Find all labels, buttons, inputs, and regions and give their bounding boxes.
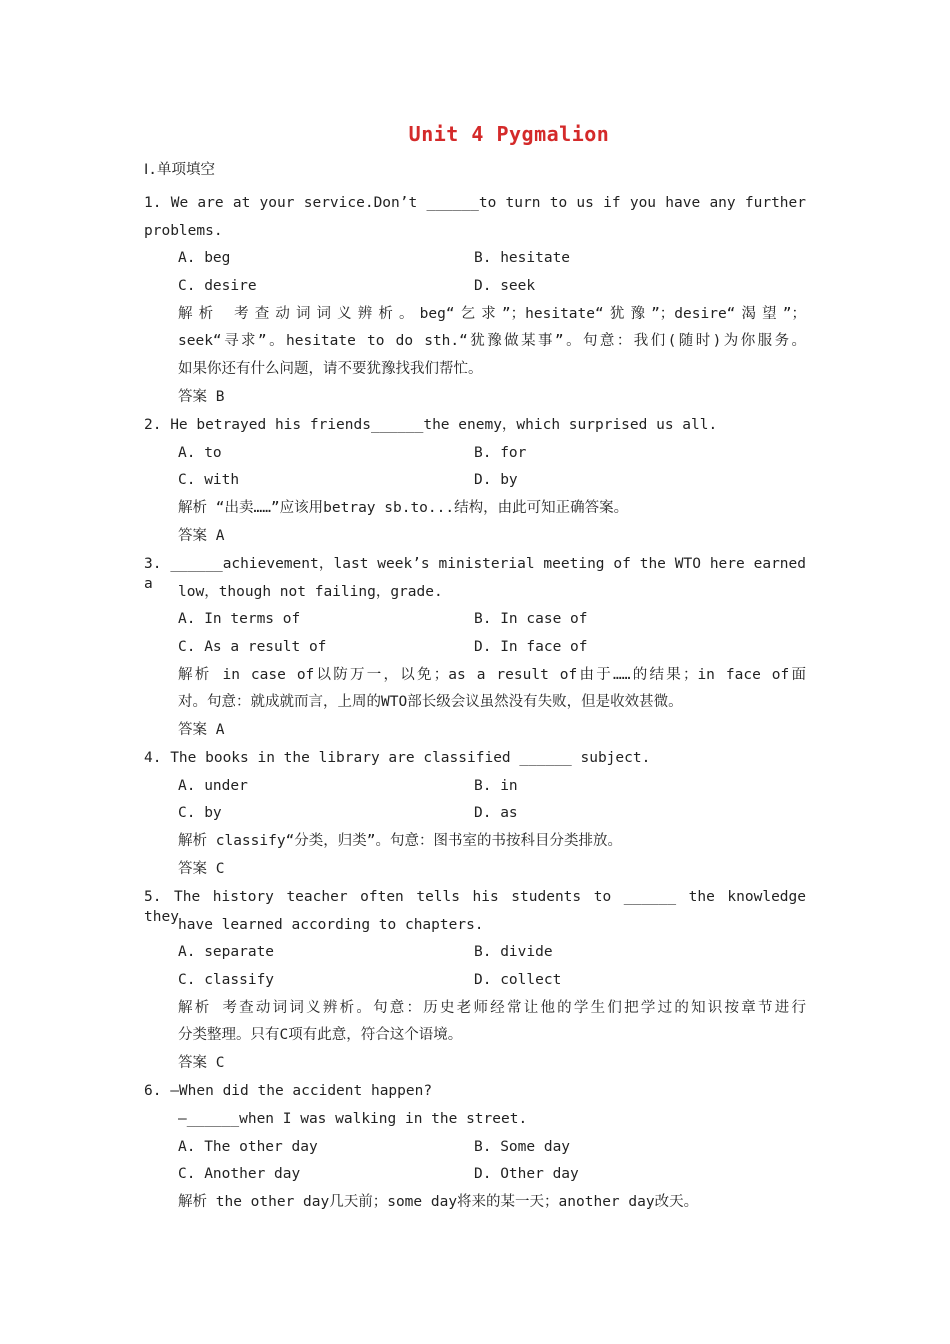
q5-explanation-line2: 分类整理。只有C项有此意，符合这个语境。 xyxy=(178,1027,463,1043)
q1-stem-line1: 1. We are at your service.Don’t ______to turn to us if you have any further xyxy=(144,195,806,211)
q6-option-c: C. Another day xyxy=(178,1166,301,1182)
q6-explanation-line1: 解析 the other day几天前；some day将来的某一天；another day改天。 xyxy=(178,1194,699,1210)
q3-option-c: C. As a result of xyxy=(178,639,327,655)
page-title: Unit 4 Pygmalion xyxy=(408,122,610,146)
q3-option-b: B. In case of xyxy=(474,611,588,627)
q1-option-a: A. beg xyxy=(178,250,231,266)
q5-answer: 答案 C xyxy=(178,1055,225,1071)
q3-explanation-line1: 解析 in case of以防万一，以免；as a result of由于……的结果；in face of面 xyxy=(178,667,806,683)
section-heading: Ⅰ.单项填空 xyxy=(144,162,216,178)
q1-explanation-line3: 如果你还有什么问题，请不要犹豫找我们帮忙。 xyxy=(178,361,483,377)
q1-stem-line2: problems. xyxy=(144,223,223,239)
q4-stem-line1: 4. The books in the library are classified ______ subject. xyxy=(144,750,651,766)
q4-option-b: B. in xyxy=(474,778,518,794)
q1-answer: 答案 B xyxy=(178,389,225,405)
q5-stem-line1: 5. The history teacher often tells his students to ______ the knowledge they xyxy=(144,889,806,925)
q1-option-b: B. hesitate xyxy=(474,250,571,266)
q1-option-c: C. desire xyxy=(178,278,257,294)
q4-option-c: C. by xyxy=(178,805,222,821)
q5-option-d: D. collect xyxy=(474,972,562,988)
q4-answer: 答案 C xyxy=(178,861,225,877)
q1-explanation-line1: 解析 考查动词词义辨析。beg“乞求”；hesitate“犹豫”；desire“渴望”； xyxy=(178,306,806,322)
q2-option-a: A. to xyxy=(178,445,222,461)
q3-option-a: A. In terms of xyxy=(178,611,301,627)
q5-option-c: C. classify xyxy=(178,972,275,988)
q4-explanation-line1: 解析 classify“分类，归类”。句意：图书室的书按科目分类排放。 xyxy=(178,833,623,849)
q3-explanation-line2: 对。句意：就成就而言，上周的WTO部长级会议虽然没有失败，但是收效甚微。 xyxy=(178,694,683,710)
q6-option-a: A. The other day xyxy=(178,1139,318,1155)
q1-explanation-line2: seek“寻求”。hesitate to do sth.“犹豫做某事”。句意：我们(随时)为你服务。 xyxy=(178,333,806,349)
q1-option-d: D. seek xyxy=(474,278,536,294)
q2-option-b: B. for xyxy=(474,445,527,461)
q3-stem-line1: 3. ______achievement，last week’s ministerial meeting of the WTO here earned a xyxy=(144,556,806,592)
q5-explanation-line1: 解析 考查动词词义辨析。句意：历史老师经常让他的学生们把学过的知识按章节进行 xyxy=(178,1000,806,1016)
q3-answer: 答案 A xyxy=(178,722,225,738)
q6-option-d: D. Other day xyxy=(474,1166,579,1182)
q2-option-d: D. by xyxy=(474,472,518,488)
q5-stem-line2: have learned according to chapters. xyxy=(178,917,484,933)
q2-answer: 答案 A xyxy=(178,528,225,544)
q2-option-c: C. with xyxy=(178,472,240,488)
q5-option-a: A. separate xyxy=(178,944,275,960)
q2-stem-line1: 2. He betrayed his friends______the enemy，which surprised us all. xyxy=(144,417,718,433)
q6-stem-line2: —______when I was walking in the street. xyxy=(178,1111,528,1127)
q5-option-b: B. divide xyxy=(474,944,553,960)
q4-option-a: A. under xyxy=(178,778,248,794)
q4-option-d: D. as xyxy=(474,805,518,821)
q3-option-d: D. In face of xyxy=(474,639,588,655)
q6-stem-line1: 6. —When did the accident happen? xyxy=(144,1083,433,1099)
q2-explanation-line1: 解析 “出卖……”应该用betray sb.to...结构，由此可知正确答案。 xyxy=(178,500,629,516)
q6-option-b: B. Some day xyxy=(474,1139,571,1155)
q3-stem-line2: low，though not failing，grade. xyxy=(178,584,443,600)
